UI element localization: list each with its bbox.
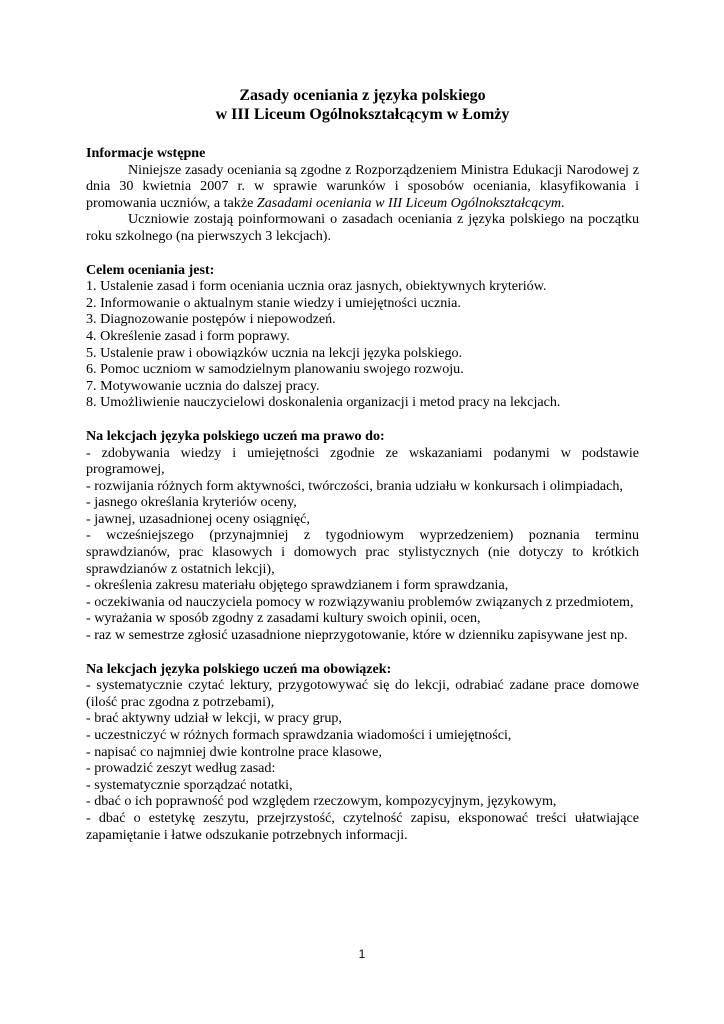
spacer	[86, 644, 639, 661]
goals-list-item: 5. Ustalenie praw i obowiązków ucznia na lekcji języka polskiego.	[86, 344, 463, 361]
rights-list-item: - rozwijania różnych form aktywności, twórczości, brania udziału w konkursach i olimpiadach,	[86, 477, 623, 494]
title-line-1: Zasady oceniania z języka polskiego	[239, 87, 486, 104]
goals-section	[86, 262, 639, 411]
rights-list-item: - jasnego określania kryteriów oceny,	[86, 494, 297, 511]
duties-list-item: - brać aktywny udział w lekcji, w pracy grup,	[86, 710, 342, 727]
goals-list-item: 3. Diagnozowanie postępów i niepowodzeń.	[86, 311, 336, 328]
page-number: 1	[358, 947, 366, 961]
duties-list-item: - systematycznie sporządzać notatki,	[86, 776, 293, 793]
intro-paragraph-1-italic: Zasadami oceniania w III Liceum Ogólnokształcącym	[256, 194, 562, 211]
rights-list-item: - raz w semestrze zgłosić uzasadnione nieprzygotowanie, które w dzienniku zapisywane jest np.	[86, 627, 628, 644]
duties-list-item: - systematycznie czytać lektury, przygotowywać się do lekcji, odrabiać zadane prace domowe (ilość prac zgodna z potrzebami),	[86, 677, 639, 710]
goals-list-item: 1. Ustalenie zasad i form oceniania ucznia oraz jasnych, obiektywnych kryteriów.	[86, 278, 547, 295]
intro-paragraph-2: Uczniowie zostają poinformowani o zasadach oceniania z języka polskiego na początku roku szkolnego (na pierwszych 3 lekcjach).	[86, 211, 639, 244]
duties-section	[86, 661, 639, 844]
goals-heading: Celem oceniania jest:	[86, 261, 215, 278]
duties-list-item: - dbać o ich poprawność pod względem rzeczowym, kompozycyjnym, językowym,	[86, 793, 557, 810]
rights-list-item: - określenia zakresu materiału objętego sprawdzianem i form sprawdzania,	[86, 577, 509, 594]
rights-heading: Na lekcjach języka polskiego uczeń ma prawo do:	[86, 427, 385, 444]
goals-list-item: 6. Pomoc uczniom w samodzielnym planowaniu swojego rozwoju.	[86, 361, 464, 378]
rights-list-item: - jawnej, uzasadnionej oceny osiągnięć,	[86, 510, 310, 527]
duties-list	[86, 677, 639, 843]
intro-section	[86, 145, 639, 245]
goals-list-item: 8. Umożliwienie nauczycielowi doskonalenia organizacji i metod pracy na lekcjach.	[86, 394, 561, 411]
rights-list-item: - oczekiwania od nauczyciela pomocy w rozwiązywaniu problemów związanych z przedmiotem,	[86, 593, 634, 610]
rights-section	[86, 428, 639, 644]
document-page	[86, 86, 639, 843]
rights-list-item: - zdobywania wiedzy i umiejętności zgodnie ze wskazaniami podanymi w podstawie programowej,	[86, 444, 639, 478]
duties-list-item: - prowadzić zeszyt według zasad:	[86, 760, 276, 777]
duties-list-item: - dbać o estetykę zeszytu, przejrzystość, czytelność zapisu, eksponować treści ułatwiające zapamiętanie i łatwe odszukanie potrzebnych informacji.	[86, 809, 639, 843]
intro-heading: Informacje wstępne	[86, 145, 206, 161]
goals-list-item: 7. Motywowanie ucznia do dalszej pracy.	[86, 377, 320, 394]
rights-list	[86, 445, 639, 644]
intro-paragraph-1-end: .	[561, 194, 565, 211]
duties-list-item: - napisać co najmniej dwie kontrolne prace klasowe,	[86, 743, 382, 760]
intro-paragraph-1-text: Niniejsze zasady oceniania są zgodne z Rozporządzeniem Ministra Edukacji Narodowej z dnia 30 kwietnia 2007 r. w sprawie warunków i sposobów oceniania, klasyfikowania i promowania uczniów, a także	[86, 161, 639, 211]
duties-list-item: - uczestniczyć w różnych formach sprawdzania wiadomości i umiejętności,	[86, 727, 512, 743]
duties-heading: Na lekcjach języka polskiego uczeń ma obowiązek:	[86, 660, 392, 677]
rights-list-item: - wcześniejszego (przynajmniej z tygodniowym wyprzedzeniem) poznania terminu sprawdzianów, prac klasowych i domowych prac stylistycznych (nie dotyczy to krótkich sprawdzianów z ostatnich lekcji),	[86, 527, 639, 577]
intro-paragraph-1	[86, 162, 639, 212]
spacer	[86, 411, 639, 428]
spacer	[86, 245, 639, 262]
goals-list-item: 2. Informowanie o aktualnym stanie wiedzy i umiejętności ucznia.	[86, 294, 461, 311]
document-title	[86, 86, 639, 124]
goals-list	[86, 278, 639, 411]
goals-list-item: 4. Określenie zasad i form poprawy.	[86, 327, 290, 344]
title-line-2: w III Liceum Ogólnokształcącym w Łomży	[215, 106, 510, 123]
rights-list-item: - wyrażania w sposób zgodny z zasadami kultury swoich opinii, ocen,	[86, 610, 481, 627]
